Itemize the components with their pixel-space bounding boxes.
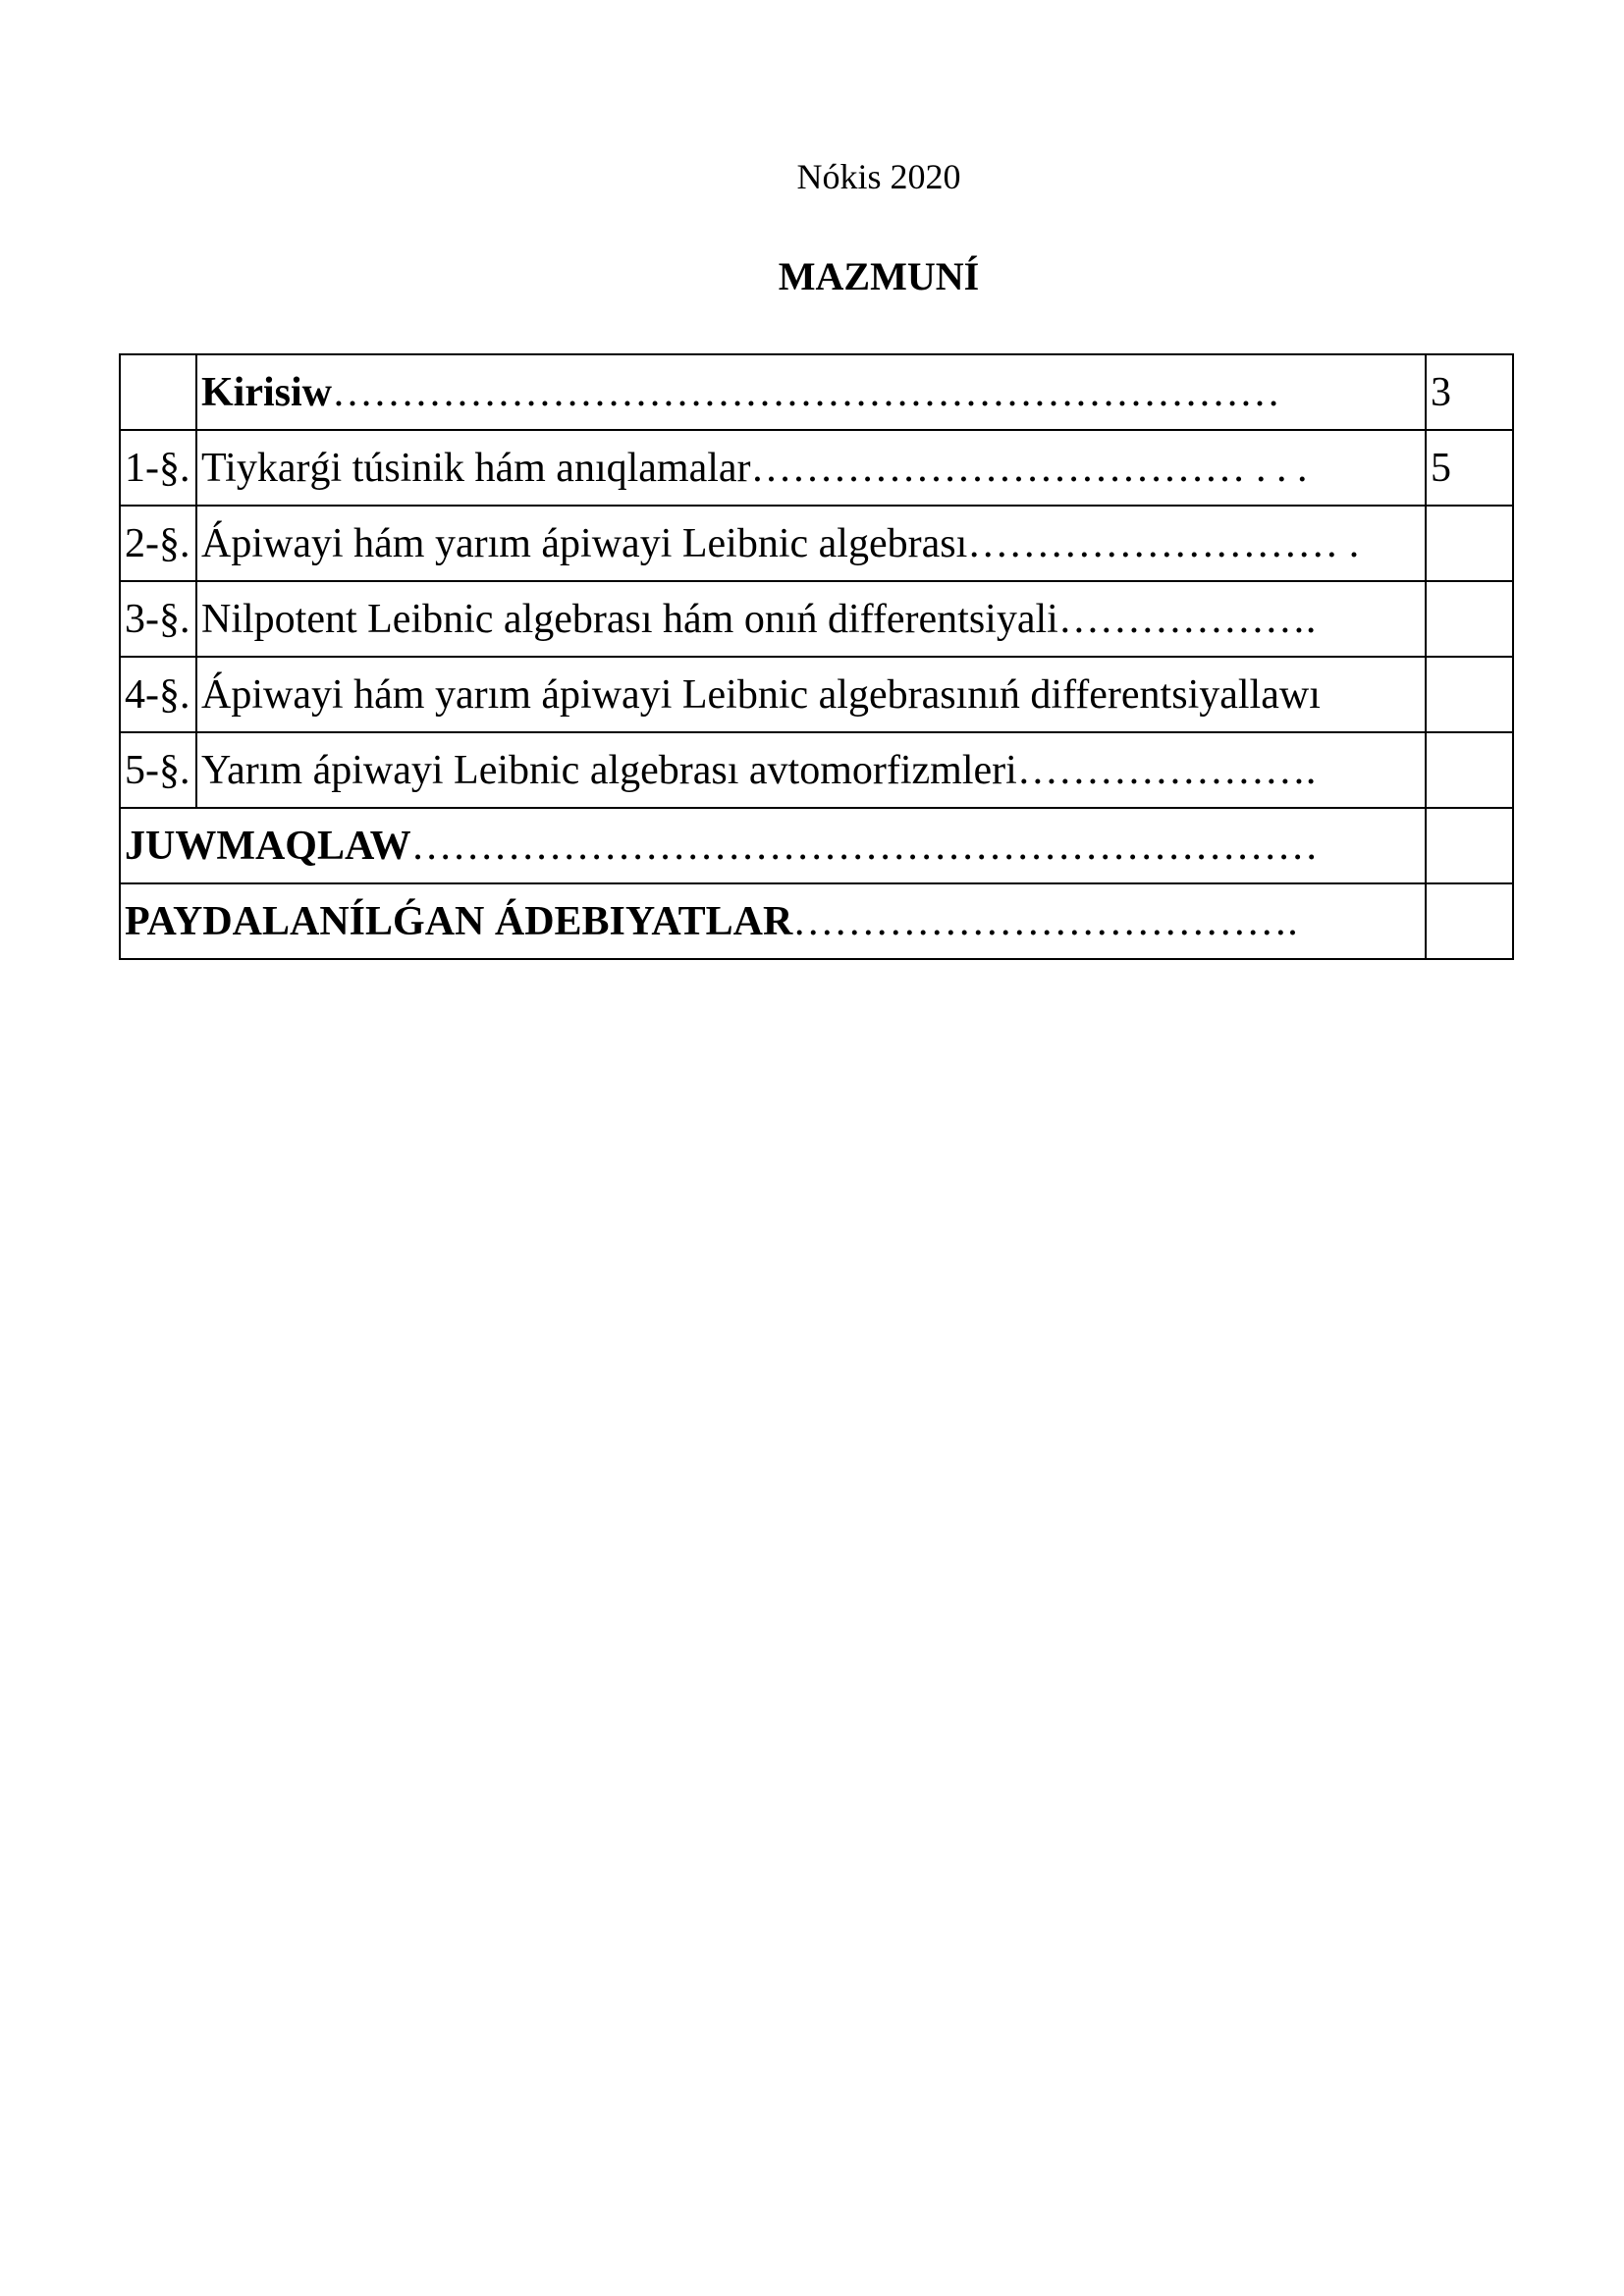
toc-number: 3-§. [120, 581, 196, 657]
toc-title: Nilpotent Leibnic algebrası hám onıń differentsiyali [201, 596, 1058, 642]
toc-page-number [1426, 506, 1513, 581]
toc-page-number [1426, 657, 1513, 732]
toc-title: JUWMAQLAW [125, 823, 411, 869]
toc-title-cell [196, 581, 1426, 657]
toc-row-section-2 [120, 506, 1513, 581]
toc-number [120, 354, 196, 430]
toc-row-section-3 [120, 581, 1513, 657]
toc-row-introduction [120, 354, 1513, 430]
toc-number: 1-§. [120, 430, 196, 506]
toc-row-section-5 [120, 732, 1513, 808]
dot-leader: ………………………………………………………… [410, 823, 1319, 869]
toc-number: 4-§. [120, 657, 196, 732]
dot-leader: ……………………… . [967, 520, 1360, 566]
dot-leader: ………………. [1057, 596, 1317, 642]
toc-title-cell [196, 430, 1426, 506]
toc-page-number [1426, 808, 1513, 883]
toc-title-cell [120, 883, 1426, 959]
toc-number: 2-§. [120, 506, 196, 581]
dot-leader: ………………………………. [792, 898, 1298, 944]
toc-page-number: 5 [1426, 430, 1513, 506]
toc-row-section-1 [120, 430, 1513, 506]
dot-leader: ……………………………… . . . [750, 445, 1308, 491]
document-title: MAZMUNÍ [778, 254, 980, 298]
toc-title: Yarım ápiwayi Leibnic algebrası avtomorfizmleri [201, 747, 1017, 793]
dot-leader: …………………………………………………………… [332, 369, 1280, 415]
toc-title: Ápiwayi hám yarım ápiwayi Leibnic algebrası [201, 520, 968, 566]
toc-title: Kirisiw [201, 369, 332, 415]
toc-title-cell [196, 657, 1426, 732]
toc-page-number [1426, 581, 1513, 657]
city-year: Nókis 2020 [796, 157, 961, 196]
toc-page-number [1426, 883, 1513, 959]
toc-title-cell [196, 732, 1426, 808]
toc-row-section-4 [120, 657, 1513, 732]
toc-title: Tiykarǵi túsinik hám anıqlamalar [201, 445, 751, 491]
toc-row-references [120, 883, 1513, 959]
toc-page-number: 3 [1426, 354, 1513, 430]
toc-title: PAYDALANÍLǴAN ÁDEBIYATLAR [125, 898, 793, 944]
toc-row-summary [120, 808, 1513, 883]
toc-title-cell [196, 506, 1426, 581]
toc-page-number [1426, 732, 1513, 808]
toc-title-cell [196, 354, 1426, 430]
table-of-contents [119, 353, 1514, 960]
toc-title: Ápiwayi hám yarım ápiwayi Leibnic algebrasınıń differentsiyallawı [201, 671, 1321, 718]
toc-number: 5-§. [120, 732, 196, 808]
dot-leader: …………………. [1016, 747, 1317, 793]
toc-title-cell [120, 808, 1426, 883]
